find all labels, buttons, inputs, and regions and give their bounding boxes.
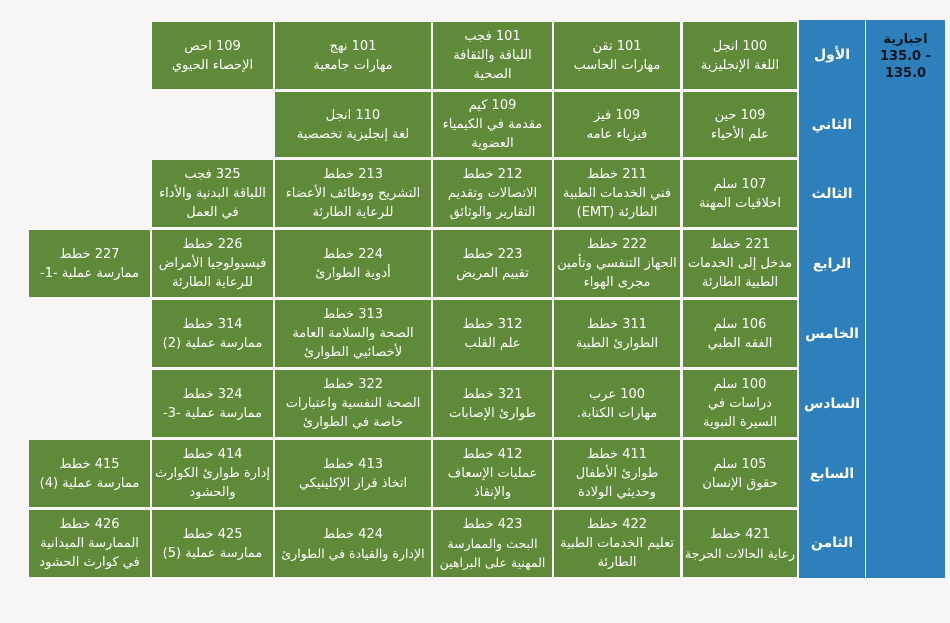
course-code: 224 خطط <box>323 246 384 262</box>
course-title: مقدمة في الكيمياء العضوية <box>442 117 543 151</box>
course-code: 100 عرب <box>588 386 646 402</box>
course-title: اللياقة والثقافة الصحية <box>453 48 532 82</box>
semester-label-6: السادس <box>799 369 865 439</box>
course-card <box>275 440 431 507</box>
course-card <box>433 510 552 577</box>
course-code: 421 خطط <box>710 526 771 542</box>
course-card <box>683 92 797 157</box>
course-card <box>152 160 273 227</box>
course-code: 101 فجب <box>464 29 521 44</box>
course-card <box>433 160 552 227</box>
course-title: دراسات في السيرة النبوية <box>703 396 777 430</box>
course-title: اللياقة البدنية والأداء في العمل <box>159 186 266 220</box>
course-code: 100 سلم <box>713 377 767 392</box>
course-code: 212 خطط <box>462 167 523 182</box>
course-card <box>275 510 431 577</box>
course-code: 109 فيز <box>593 107 641 123</box>
course-card <box>29 230 150 297</box>
course-code: 221 خطط <box>710 237 771 252</box>
required-header <box>866 20 945 93</box>
course-card <box>275 370 431 437</box>
course-title: ممارسة عملية -1- <box>40 265 139 281</box>
course-card <box>433 92 552 157</box>
course-code: 325 فجب <box>184 167 241 182</box>
course-code: 211 خطط <box>587 167 648 182</box>
course-code: 415 خطط <box>59 456 120 472</box>
course-card <box>152 300 273 367</box>
course-title: فيسيولوجيا الأمراض للرعاية الطارئة <box>158 256 267 290</box>
course-card <box>29 510 150 577</box>
course-title: فيزياء عامه <box>586 126 648 142</box>
course-code: 324 خطط <box>182 386 243 402</box>
course-card <box>554 370 680 437</box>
course-title: ممارسة عملية -3- <box>163 405 262 421</box>
course-code: 313 خطط <box>323 307 384 322</box>
course-code: 109 احص <box>184 38 241 54</box>
required-hours-line: 135.0 - <box>879 49 932 64</box>
course-title: الاتصالات وتقديم التقارير والوثائق <box>447 186 538 220</box>
course-title: الإدارة والقيادة في الطوارئ <box>281 545 425 561</box>
course-card <box>683 370 797 437</box>
course-code: 411 خطط <box>587 447 648 462</box>
course-card <box>683 300 797 367</box>
course-card <box>152 370 273 437</box>
course-code: 109 حين <box>714 107 766 123</box>
course-code: 101 تقن <box>592 38 642 54</box>
semester-label-7: السابع <box>799 439 865 509</box>
course-card <box>152 230 273 297</box>
course-code: 100 انجل <box>712 38 768 54</box>
course-title: مهارات الحاسب <box>573 57 661 73</box>
course-card <box>275 300 431 367</box>
course-card <box>433 300 552 367</box>
course-code: 321 خطط <box>462 386 523 402</box>
course-code: 227 خطط <box>59 246 120 262</box>
course-title: طوارئ الأطفال وحديثي الولادة <box>575 466 659 500</box>
course-code: 105 سلم <box>713 456 767 472</box>
course-code: 425 خطط <box>182 526 243 542</box>
course-card <box>683 230 797 297</box>
course-card <box>275 160 431 227</box>
course-title: تقييم المريض <box>456 265 529 281</box>
course-card <box>683 510 797 577</box>
course-card <box>554 22 680 89</box>
course-title: تعليم الخدمات الطبية الطارئة <box>559 536 675 570</box>
course-card <box>433 370 552 437</box>
required-label: اجبارية <box>883 32 928 47</box>
course-code: 422 خطط <box>587 517 648 532</box>
course-title: الصحة النفسية واعتبارات خاصة في الطوارئ <box>285 396 421 430</box>
course-title: الصحة والسلامة العامة لأخصائيي الطوارئ <box>292 326 414 360</box>
course-code: 314 خطط <box>182 316 243 332</box>
course-card <box>433 440 552 507</box>
course-title: اتخاذ قرار الإكلينيكي <box>298 475 408 491</box>
course-card <box>683 22 797 89</box>
course-title: اخلاقيات المهنة <box>699 195 781 211</box>
course-title: علم الأحياء <box>711 126 769 142</box>
course-title: ممارسة عملية (2) <box>162 335 263 351</box>
semester-label-3: الثالث <box>799 159 865 229</box>
semester-label-4: الرابع <box>799 229 865 299</box>
course-card <box>275 92 431 157</box>
course-code: 226 خطط <box>182 237 243 252</box>
course-card <box>275 22 431 89</box>
course-title: الفقه الطبي <box>707 335 773 351</box>
course-card <box>433 22 552 89</box>
course-card <box>152 22 273 89</box>
course-card <box>152 440 273 507</box>
required-column-row-8 <box>866 509 945 578</box>
course-code: 412 خطط <box>462 447 523 462</box>
course-title: مهارات الكتابة. <box>576 405 658 421</box>
required-column-row-2 <box>866 91 945 159</box>
semester-label-2: الثاني <box>799 91 865 159</box>
required-hours-total: 135.0 <box>884 66 927 81</box>
course-card <box>554 510 680 577</box>
course-title: الإحصاء الحيوي <box>171 57 254 73</box>
required-column-row-7 <box>866 439 945 509</box>
semester-label-8: الثامن <box>799 509 865 578</box>
course-card <box>29 440 150 507</box>
course-card <box>554 440 680 507</box>
course-card <box>554 300 680 367</box>
course-code: 322 خطط <box>323 377 384 392</box>
course-code: 213 خطط <box>323 167 384 182</box>
course-code: 414 خطط <box>182 447 243 462</box>
course-code: 106 سلم <box>713 316 767 332</box>
required-column-row-6 <box>866 369 945 439</box>
course-title: لغة إنجليزية تخصصية <box>296 126 410 142</box>
course-title: التشريح ووظائف الأعضاء للرعاية الطارئة <box>285 186 421 220</box>
course-code: 109 كيم <box>468 98 517 113</box>
course-title: حقوق الإنسان <box>702 475 778 491</box>
course-card <box>433 230 552 297</box>
course-title: الطوارئ الطبية <box>575 335 659 351</box>
course-card <box>683 160 797 227</box>
course-code: 423 خطط <box>462 517 523 532</box>
course-card <box>554 160 680 227</box>
course-title: فني الخدمات الطبية الطارئة (EMT) <box>562 186 672 220</box>
course-title: أدوية الطوارئ <box>315 265 391 281</box>
course-code: 424 خطط <box>323 526 384 542</box>
course-title: الجهاز التنفسي وتأمين مجرى الهواء <box>557 256 677 290</box>
course-code: 413 خطط <box>323 456 384 472</box>
course-code: 312 خطط <box>462 316 523 332</box>
required-column-row-5 <box>866 299 945 369</box>
course-code: 223 خطط <box>462 246 523 262</box>
course-code: 426 خطط <box>59 517 120 532</box>
course-title: الممارسة الميدانية في كوارث الحشود <box>39 536 140 570</box>
course-card <box>275 230 431 297</box>
course-card <box>683 440 797 507</box>
course-code: 101 نهج <box>329 38 377 54</box>
semester-label-5: الخامس <box>799 299 865 369</box>
course-title: البحث والممارسة المهنية على البراهين <box>439 536 546 570</box>
course-title: علم القلب <box>464 335 521 351</box>
course-title: مهارات جامعية <box>313 57 393 73</box>
course-code: 222 خطط <box>587 237 648 252</box>
course-title: مدخل إلى الخدمات الطبية الطارئة <box>687 256 793 290</box>
course-code: 110 انجل <box>325 107 381 123</box>
semester-label-1: الأول <box>799 20 865 91</box>
course-code: 311 خطط <box>587 316 648 332</box>
course-title: طوارئ الإصابات <box>448 405 537 421</box>
course-code: 107 سلم <box>713 176 767 192</box>
course-title: ممارسة عملية (5) <box>162 545 263 561</box>
course-title: اللغة الإنجليزية <box>700 57 780 73</box>
course-title: رعاية الحالات الحرجة <box>684 545 796 561</box>
course-title: عمليات الإسعاف والإنقاذ <box>447 466 538 500</box>
course-card <box>554 92 680 157</box>
course-title: ممارسة عملية (4) <box>39 475 140 491</box>
course-title: إدارة طوارئ الكوارث والحشود <box>154 466 271 500</box>
course-card <box>554 230 680 297</box>
required-column-row-3 <box>866 159 945 229</box>
course-card <box>152 510 273 577</box>
required-column-row-4 <box>866 229 945 299</box>
